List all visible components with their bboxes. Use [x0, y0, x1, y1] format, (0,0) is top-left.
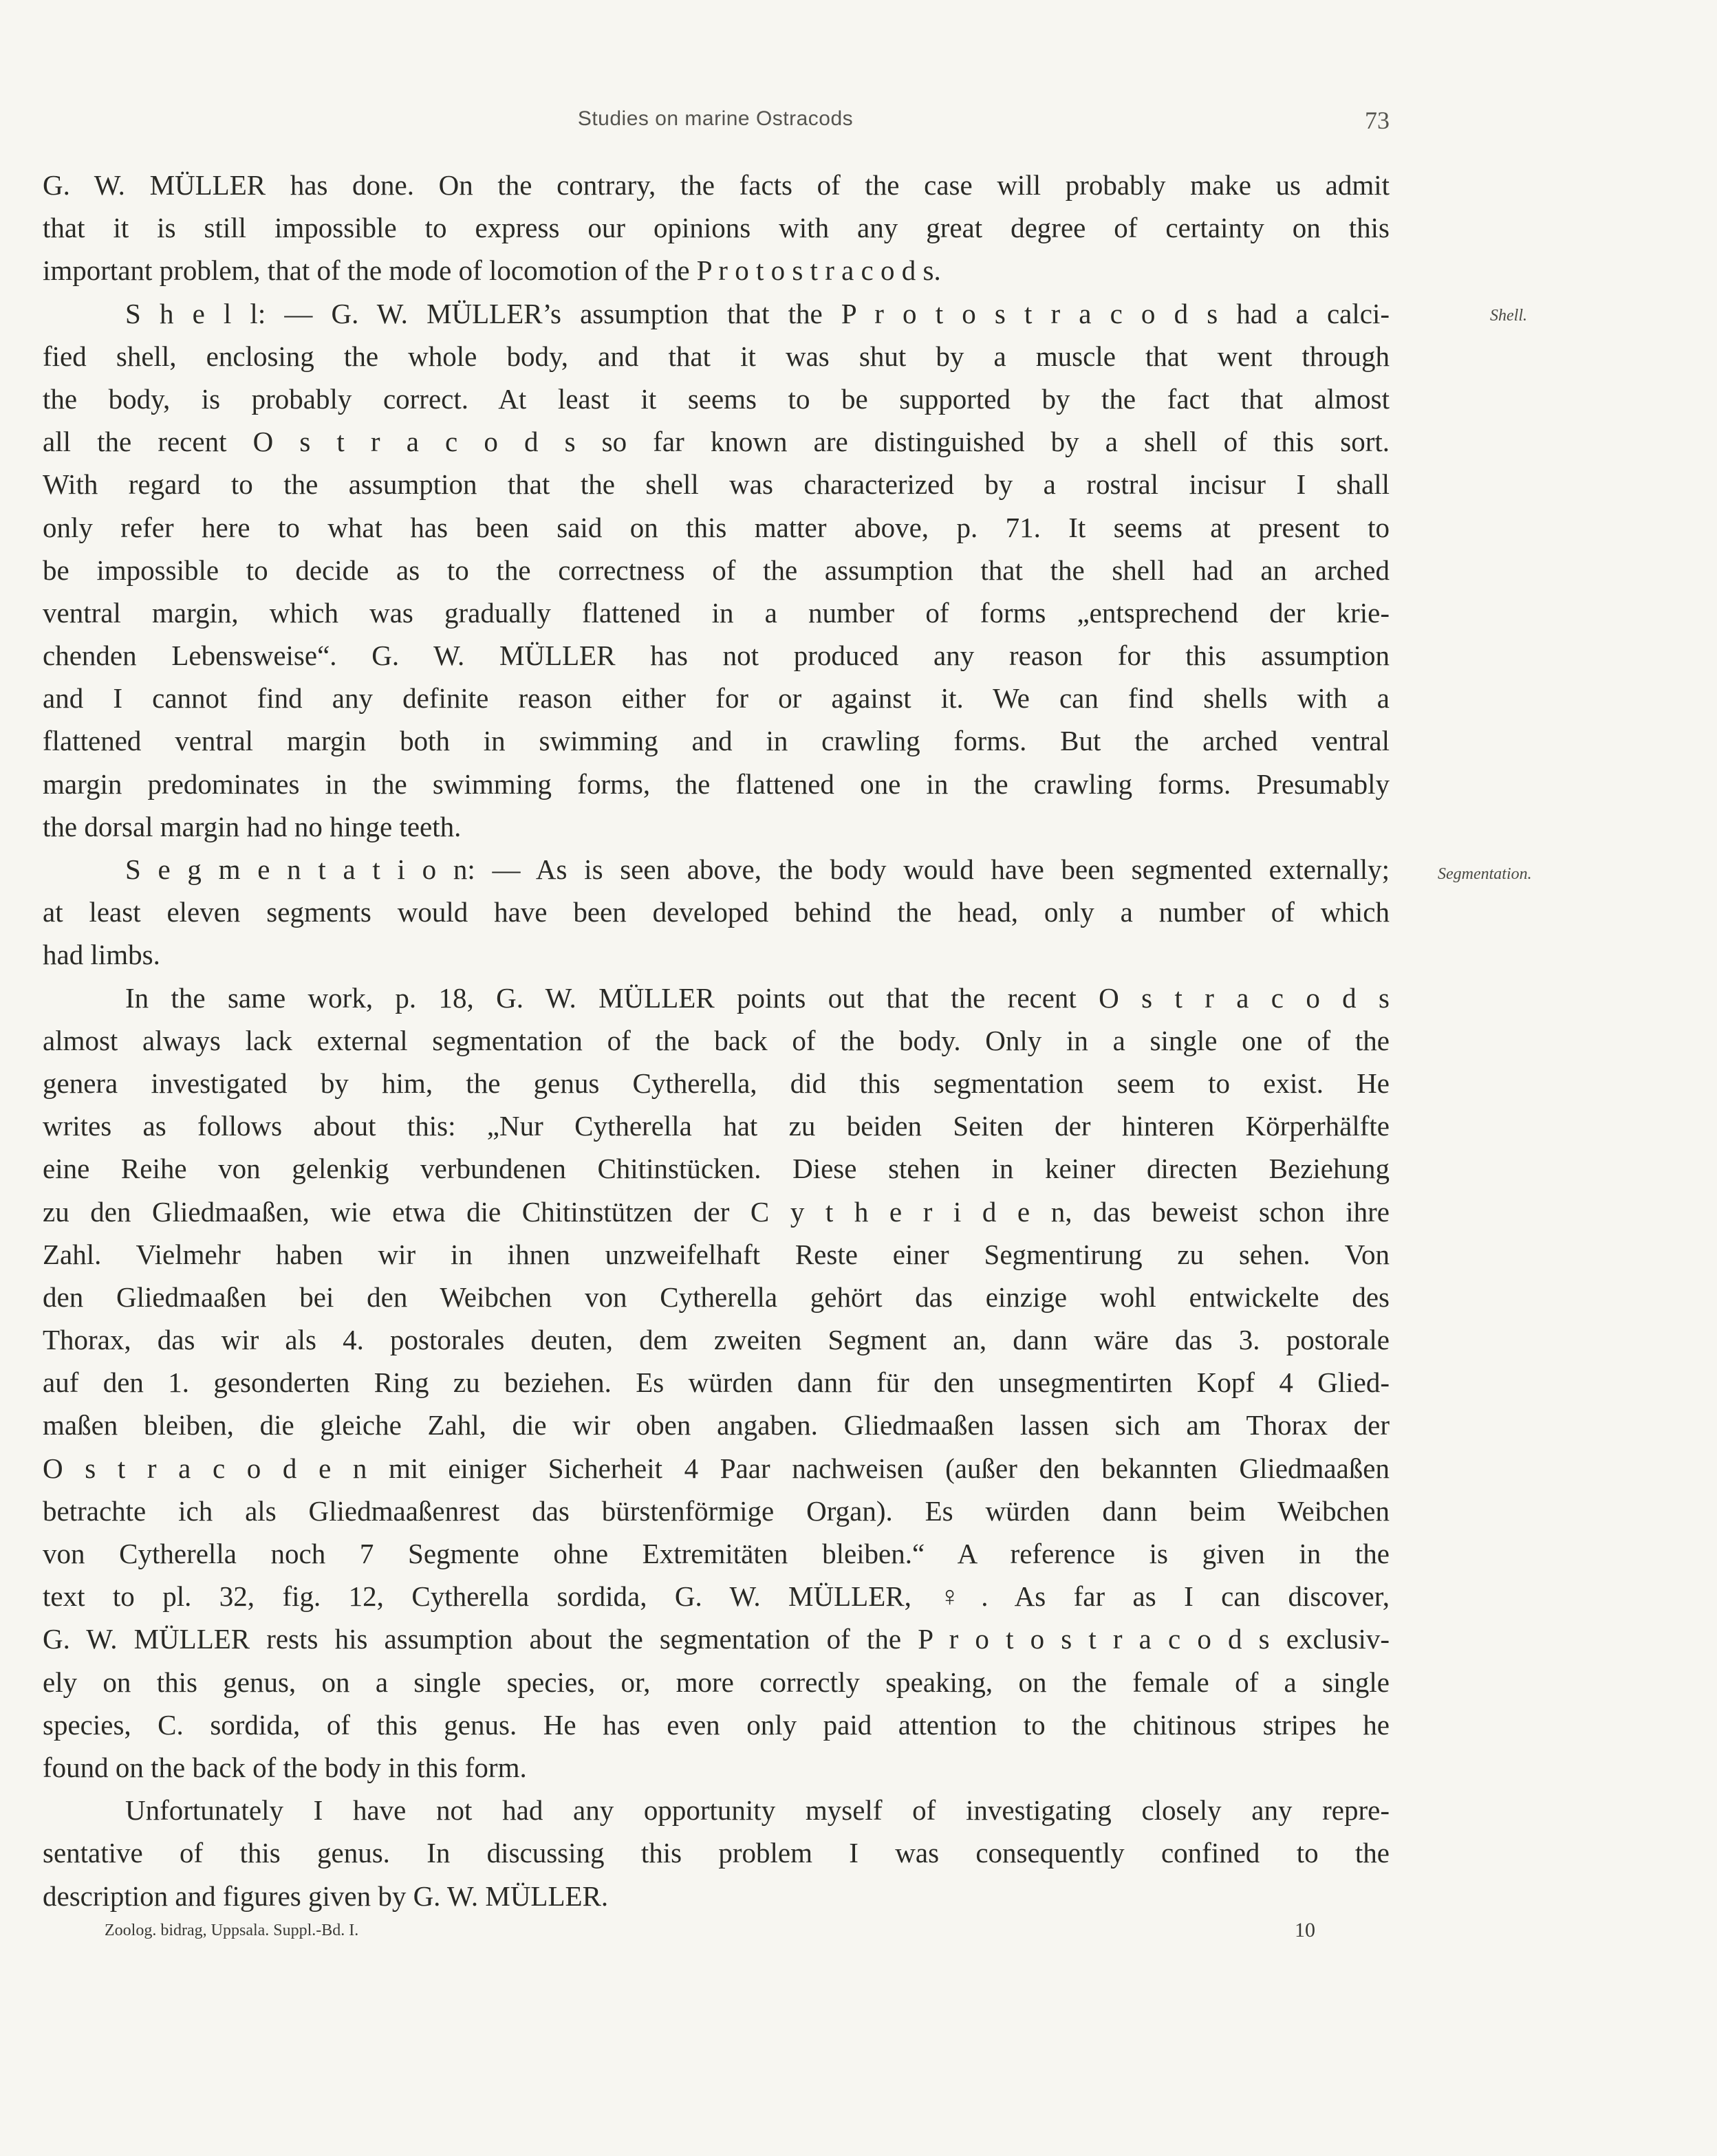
text-line: von Cytherella noch 7 Segmente ohne Extremitäten bleiben.“ A reference is given in the	[43, 1538, 1390, 1569]
text-line: auf den 1. gesonderten Ring zu beziehen. Es würden dann für den unsegmentirten Kopf 4 Glied-	[43, 1366, 1390, 1399]
text-line: almost always lack external segmentation of the back of the body. Only in a single one of the	[43, 1024, 1390, 1056]
margin-note-shell: Shell.	[1490, 307, 1527, 325]
text-line: Zahl. Vielmehr haben wir in ihnen unzweifelhaft Reste einer Segmentirung zu sehen. Von	[43, 1238, 1390, 1270]
text-line: eine Reihe von gelenkig verbundenen Chitinstücken. Diese stehen in keiner directen Beziehung	[43, 1153, 1390, 1185]
text-line: had limbs.	[43, 939, 160, 971]
text-line: genera investigated by him, the genus Cytherella, did this segmentation seem to exist. He	[43, 1067, 1390, 1099]
text-line: only refer here to what has been said on this matter above, p. 71. It seems at present to	[43, 511, 1390, 543]
section-segmentation-start: S e g m e n t a t i o n: — As is seen above, the body would have been segmented externally;	[125, 853, 1390, 885]
text-line: description and figures given by G. W. MÜLLER.	[43, 1880, 609, 1912]
text-line: betrachte ich als Gliedmaaßenrest das bürstenförmige Organ). Es würden dann beim Weibchen	[43, 1494, 1390, 1527]
text-line: Thorax, das wir als 4. postorales deuten, dem zweiten Segment an, dann wäre das 3. postorale	[43, 1324, 1390, 1356]
text-line: writes as follows about this: „Nur Cytherella hat zu beiden Seiten der hinteren Körperhälfte	[43, 1110, 1390, 1142]
paragraph-start: In the same work, p. 18, G. W. MÜLLER points out that the recent O s t r a c o d s	[125, 981, 1390, 1014]
text-line: species, C. sordida, of this genus. He has even only paid attention to the chitinous stripes he	[43, 1708, 1390, 1741]
signature-mark: Zoolog. bidrag, Uppsala. Suppl.-Bd. I.	[105, 1921, 359, 1939]
text-line: that it is still impossible to express our opinions with any great degree of certainty on this	[43, 212, 1390, 244]
text-line: text to pl. 32, fig. 12, Cytherella sordida, G. W. MÜLLER, ♀. As far as I can discover,	[43, 1580, 1390, 1613]
text-line: fied shell, enclosing the whole body, and that it was shut by a muscle that went through	[43, 340, 1390, 372]
page-header	[41, 107, 1390, 140]
text-line: the body, is probably correct. At least it seems to be supported by the fact that almost	[43, 382, 1390, 415]
page-number: 73	[1365, 107, 1390, 134]
running-head: Studies on marine Ostracods	[577, 107, 854, 130]
text-line: found on the back of the body in this form.	[43, 1751, 527, 1783]
text-line: ely on this genus, on a single species, or, more correctly speaking, on the female of a single	[43, 1666, 1390, 1698]
text-line: zu den Gliedmaaßen, wie etwa die Chitinstützen der C y t h e r i d e n, das beweist schon ihre	[43, 1195, 1390, 1228]
text-line: at least eleven segments would have been developed behind the head, only a number of which	[43, 896, 1390, 928]
text-line: G. W. MÜLLER rests his assumption about the segmentation of the P r o t o s t r a c o d s exclusiv-	[43, 1623, 1390, 1655]
signature-number: 10	[1295, 1919, 1315, 1941]
text-line: flattened ventral margin both in swimming and in crawling forms. But the arched ventral	[43, 725, 1390, 757]
text-line: O s t r a c o d e n mit einiger Sicherheit 4 Paar nachweisen (außer den bekannten Gliedmaaßen	[43, 1452, 1390, 1484]
text-line: With regard to the assumption that the shell was characterized by a rostral incisur I shall	[43, 468, 1390, 501]
paragraph-start: Unfortunately I have not had any opportunity myself of investigating closely any repre-	[125, 1794, 1390, 1827]
text-line: the dorsal margin had no hinge teeth.	[43, 810, 462, 842]
text-line: and I cannot find any definite reason either for or against it. We can find shells with a	[43, 682, 1390, 715]
body-text	[43, 164, 1390, 1917]
margin-note-segmentation: Segmentation.	[1438, 865, 1532, 883]
text-line: chenden Lebensweise“. G. W. MÜLLER has not produced any reason for this assumption	[43, 640, 1390, 672]
text-line: important problem, that of the mode of locomotion of the P r o t o s t r a c o d s.	[43, 254, 941, 287]
text-line: maßen bleiben, die gleiche Zahl, die wir oben angaben. Gliedmaaßen lassen sich am Thorax der	[43, 1409, 1390, 1441]
text-line: ventral margin, which was gradually flattened in a number of forms „entsprechend der krie-	[43, 596, 1390, 629]
text-line: G. W. MÜLLER has done. On the contrary, the facts of the case will probably make us admit	[43, 169, 1390, 201]
text-line: margin predominates in the swimming forms, the flattened one in the crawling forms. Presumably	[43, 767, 1390, 800]
page-footer	[105, 1921, 1315, 1949]
text-line: sentative of this genus. In discussing this problem I was consequently confined to the	[43, 1837, 1390, 1869]
text-line: den Gliedmaaßen bei den Weibchen von Cytherella gehört das einzige wohl entwickelte des	[43, 1281, 1390, 1313]
text-line: all the recent O s t r a c o d s so far known are distinguished by a shell of this sort.	[43, 426, 1390, 458]
section-shell-start: S h e l l: — G. W. MÜLLER’s assumption that the P r o t o s t r a c o d s had a calci-	[125, 297, 1390, 329]
text-line: be impossible to decide as to the correctness of the assumption that the shell had an arched	[43, 554, 1390, 586]
